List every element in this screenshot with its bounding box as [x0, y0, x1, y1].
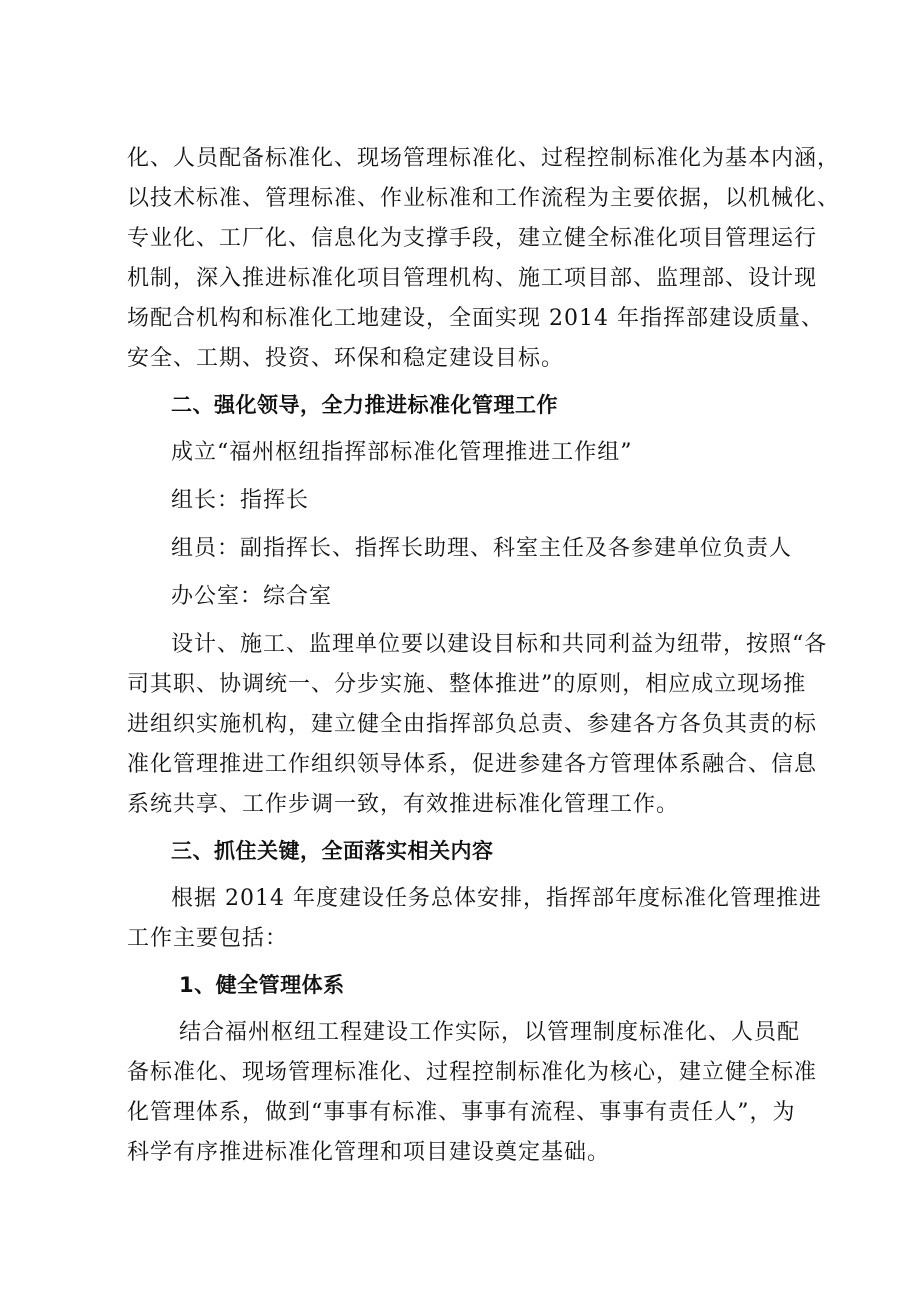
paragraph-intro: [127, 139, 841, 379]
group-members-line: 组员：副指挥长、指挥长助理、科室主任及各参建单位负责人: [171, 536, 793, 561]
text-line: 化管理体系，做到“事事有标准、事事有流程、事事有责任人”，为: [127, 1100, 796, 1125]
text-line: 场配合机构和标准化工地建设，全面实现 2014 年指挥部建设质量、: [127, 306, 824, 331]
text-line: 专业化、工厂化、信息化为支撑手段，建立健全标准化项目管理运行: [127, 226, 818, 251]
paragraph-tasks: [127, 879, 822, 959]
text-line: 根据 2014 年度建设任务总体安排，指挥部年度标准化管理推进: [171, 886, 822, 911]
group-name-line: 成立“福州枢纽指挥部标准化管理推进工作组”: [171, 440, 633, 465]
text-line: 设计、施工、监理单位要以建设目标和共同利益为纽带，按照“各: [171, 632, 828, 657]
text-line: 安全、工期、投资、环保和稳定建设目标。: [127, 346, 565, 371]
section-heading-3: 三、抓住关键，全面落实相关内容: [171, 839, 494, 863]
text-line: 系统共享、工作步调一致，有效推进标准化管理工作。: [127, 792, 680, 817]
section-heading-2: 二、强化领导，全力推进标准化管理工作: [171, 393, 558, 417]
group-office-line: 办公室：综合室: [171, 584, 333, 609]
document-body: [127, 139, 841, 1179]
group-leader-line: 组长：指挥长: [171, 488, 310, 513]
text-line: 进组织实施机构，建立健全由指挥部负总责、参建各方各负其责的标: [127, 712, 818, 737]
text-line: 机制，深入推进标准化项目管理机构、施工项目部、监理部、设计现: [127, 266, 818, 291]
subsection-heading-3-1: 1、健全管理体系: [179, 973, 345, 997]
paragraph-units: [127, 625, 828, 825]
text-line: 工作主要包括：: [127, 926, 289, 951]
text-line: 以技术标准、管理标准、作业标准和工作流程为主要依据，以机械化、: [127, 186, 841, 211]
text-line: 准化管理推进工作组织领导体系，促进参建各方管理体系融合、信息: [127, 752, 818, 777]
text-line: 司其职、协调统一、分步实施、整体推进”的原则，相应成立现场推: [127, 672, 807, 697]
paragraph-system: [127, 1013, 817, 1173]
text-line: 化、人员配备标准化、现场管理标准化、过程控制标准化为基本内涵，: [127, 146, 841, 171]
text-line: 结合福州枢纽工程建设工作实际，以管理制度标准化、人员配: [179, 1020, 801, 1045]
text-line: 备标准化、现场管理标准化、过程控制标准化为核心，建立健全标准: [127, 1060, 818, 1085]
text-line: 科学有序推进标准化管理和项目建设奠定基础。: [127, 1140, 611, 1165]
